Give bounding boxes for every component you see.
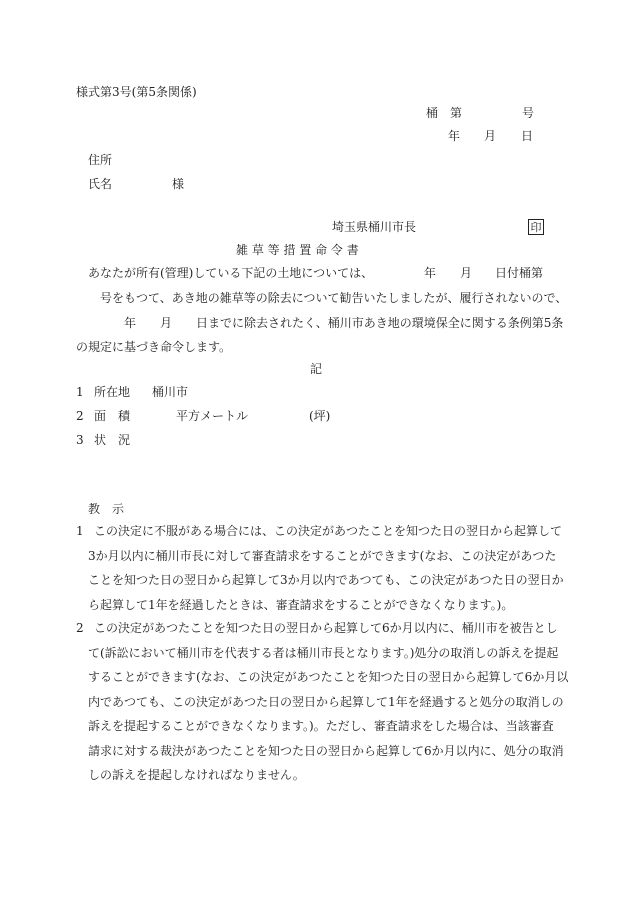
sender-name: 埼玉県桶川市長 (332, 220, 417, 234)
body-line-4: の規定に基づき命令します。 (76, 340, 232, 354)
notice-1-number: 1 (76, 524, 84, 538)
document-title: 雑 草 等 措 置 命 令 書 (236, 243, 359, 257)
document-number-suffix: 号 (522, 106, 535, 120)
body-line-1-year: 年 (424, 266, 437, 280)
notice-2-number: 2 (76, 621, 84, 635)
item-3-number: 3 (76, 433, 84, 447)
body-line-1-month: 月 (460, 266, 473, 280)
body-line-3-year: 年 (124, 316, 137, 330)
item-1-label: 所在地 (94, 385, 131, 399)
item-1-number: 1 (76, 385, 84, 399)
notice-2-line: することができます(なお、この決定があつたことを知つた日の翌日から起算して6か月以 (88, 670, 569, 684)
notice-2-line: 訴えを提起することができなくなります。)。ただし、審査請求をした場合は、当該審査 (88, 719, 554, 733)
notice-heading: 教 示 (88, 502, 125, 516)
notice-2-line: 請求に対する裁決があつたことを知つた日の翌日から起算して6か月以内に、処分の取消 (88, 743, 564, 758)
ki-heading: 記 (310, 362, 323, 376)
recipient-address-label: 住所 (88, 153, 113, 167)
seal-mark: 印 (528, 219, 544, 235)
notice-1-line: この決定に不服がある場合には、この決定があつたことを知つた日の翌日から起算して (94, 524, 563, 538)
item-2-label: 面 積 (94, 409, 131, 423)
item-2-unit: 平方メートル (176, 409, 249, 423)
date-day: 日 (521, 129, 534, 143)
document-number-prefix: 桶 第 (426, 106, 463, 120)
date-month: 月 (484, 129, 497, 143)
item-3-label: 状 況 (94, 433, 131, 447)
notice-1-line: ことを知つた日の翌日から起算して3か月以内であつても、この決定があつた日の翌日か (88, 573, 564, 587)
body-line-2: 号をもつて、あき地の雑草等の除去について勧告いたしましたが、履行されないので、 (100, 291, 568, 305)
body-line-3: 日までに除去されたく、桶川市あき地の環境保全に関する条例第5条 (196, 316, 564, 330)
date-year: 年 (448, 129, 461, 143)
recipient-name-label: 氏名 (88, 177, 113, 191)
notice-1-line: 3か月以内に桶川市長に対して審査請求をすることができます(なお、この決定があつた (88, 548, 557, 563)
form-number: 様式第3号(第5条関係) (76, 85, 197, 99)
recipient-honorific: 様 (172, 177, 185, 191)
notice-1-text (88, 519, 574, 617)
notice-2-line: 内であつても、この決定があつた日の翌日から起算して1年を経過すると処分の取消しの (88, 694, 564, 709)
notice-1-line: ら起算して1年を経過したときは、審査請求をすることができなくなります。)。 (88, 597, 514, 612)
body-line-3-month: 月 (160, 316, 173, 330)
notice-2-line: て(訴訟において桶川市を代表する者は桶川市長となります。)処分の取消しの訴えを提起 (88, 645, 559, 660)
notice-2-line: この決定があつたことを知つた日の翌日から起算して6か月以内に、桶川市を被告とし (94, 621, 558, 635)
body-line-1: あなたが所有(管理)している下記の土地については、 (88, 266, 374, 280)
item-2-number: 2 (76, 409, 84, 423)
body-line-1-date-ref: 日付桶第 (495, 266, 544, 280)
item-2-tsubo: (坪) (309, 409, 331, 423)
notice-2-line: しの訴えを提起しなければなりません。 (88, 768, 305, 782)
notice-2-text (88, 616, 574, 788)
item-1-value: 桶川市 (152, 385, 189, 399)
